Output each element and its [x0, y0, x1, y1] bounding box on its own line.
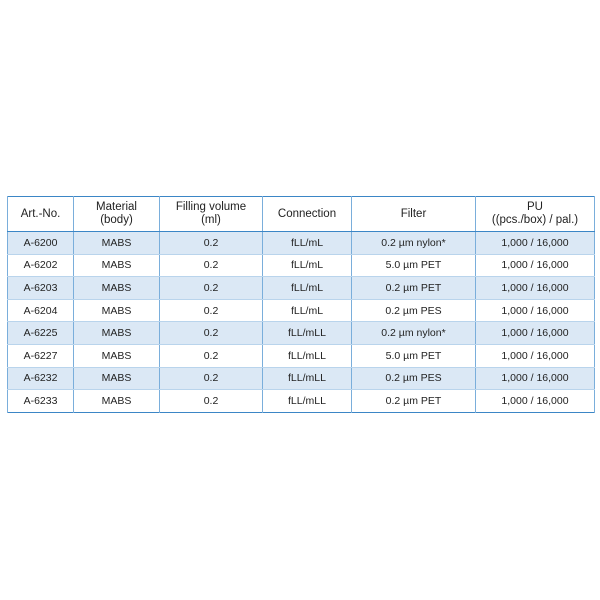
- cell-connection: fLL/mLL: [263, 322, 352, 345]
- product-spec-table: [7, 196, 595, 413]
- cell-material: MABS: [74, 344, 160, 367]
- cell-pu: 1,000 / 16,000: [476, 367, 595, 390]
- table-header-row: [8, 197, 595, 232]
- product-table-container: [7, 196, 594, 413]
- cell-material: MABS: [74, 367, 160, 390]
- cell-filter: 5.0 µm PET: [352, 254, 476, 277]
- cell-filter: 0.2 µm PES: [352, 367, 476, 390]
- cell-connection: fLL/mLL: [263, 367, 352, 390]
- cell-filter: 0.2 µm nylon*: [352, 232, 476, 255]
- cell-filter: 0.2 µm PET: [352, 390, 476, 413]
- cell-pu: 1,000 / 16,000: [476, 390, 595, 413]
- cell-material: MABS: [74, 299, 160, 322]
- table-row: [8, 344, 595, 367]
- cell-pu: 1,000 / 16,000: [476, 299, 595, 322]
- cell-art-no: A-6232: [8, 367, 74, 390]
- cell-art-no: A-6202: [8, 254, 74, 277]
- cell-filter: 0.2 µm nylon*: [352, 322, 476, 345]
- cell-filling-volume: 0.2: [160, 322, 263, 345]
- header-pu: PU ((pcs./box) / pal.): [476, 197, 595, 232]
- cell-art-no: A-6233: [8, 390, 74, 413]
- cell-material: MABS: [74, 254, 160, 277]
- cell-art-no: A-6227: [8, 344, 74, 367]
- table-row: [8, 299, 595, 322]
- cell-pu: 1,000 / 16,000: [476, 232, 595, 255]
- table-row: [8, 277, 595, 300]
- table-row: [8, 254, 595, 277]
- cell-art-no: A-6204: [8, 299, 74, 322]
- header-art-no: Art.-No.: [8, 197, 74, 232]
- cell-filling-volume: 0.2: [160, 390, 263, 413]
- header-filling-volume: Filling volume (ml): [160, 197, 263, 232]
- cell-filling-volume: 0.2: [160, 367, 263, 390]
- table-row: [8, 232, 595, 255]
- cell-filling-volume: 0.2: [160, 277, 263, 300]
- table-row: [8, 390, 595, 413]
- header-material: Material (body): [74, 197, 160, 232]
- cell-connection: fLL/mL: [263, 232, 352, 255]
- cell-filter: 0.2 µm PET: [352, 277, 476, 300]
- cell-filling-volume: 0.2: [160, 254, 263, 277]
- cell-connection: fLL/mLL: [263, 390, 352, 413]
- cell-material: MABS: [74, 390, 160, 413]
- cell-pu: 1,000 / 16,000: [476, 344, 595, 367]
- cell-art-no: A-6225: [8, 322, 74, 345]
- cell-pu: 1,000 / 16,000: [476, 254, 595, 277]
- cell-pu: 1,000 / 16,000: [476, 322, 595, 345]
- cell-connection: fLL/mLL: [263, 344, 352, 367]
- table-row: [8, 322, 595, 345]
- cell-filter: 5.0 µm PET: [352, 344, 476, 367]
- cell-connection: fLL/mL: [263, 277, 352, 300]
- cell-connection: fLL/mL: [263, 254, 352, 277]
- cell-connection: fLL/mL: [263, 299, 352, 322]
- header-filter: Filter: [352, 197, 476, 232]
- cell-filter: 0.2 µm PES: [352, 299, 476, 322]
- cell-art-no: A-6203: [8, 277, 74, 300]
- cell-material: MABS: [74, 232, 160, 255]
- cell-filling-volume: 0.2: [160, 299, 263, 322]
- header-connection: Connection: [263, 197, 352, 232]
- cell-pu: 1,000 / 16,000: [476, 277, 595, 300]
- cell-material: MABS: [74, 277, 160, 300]
- cell-filling-volume: 0.2: [160, 344, 263, 367]
- cell-art-no: A-6200: [8, 232, 74, 255]
- table-row: [8, 367, 595, 390]
- cell-filling-volume: 0.2: [160, 232, 263, 255]
- cell-material: MABS: [74, 322, 160, 345]
